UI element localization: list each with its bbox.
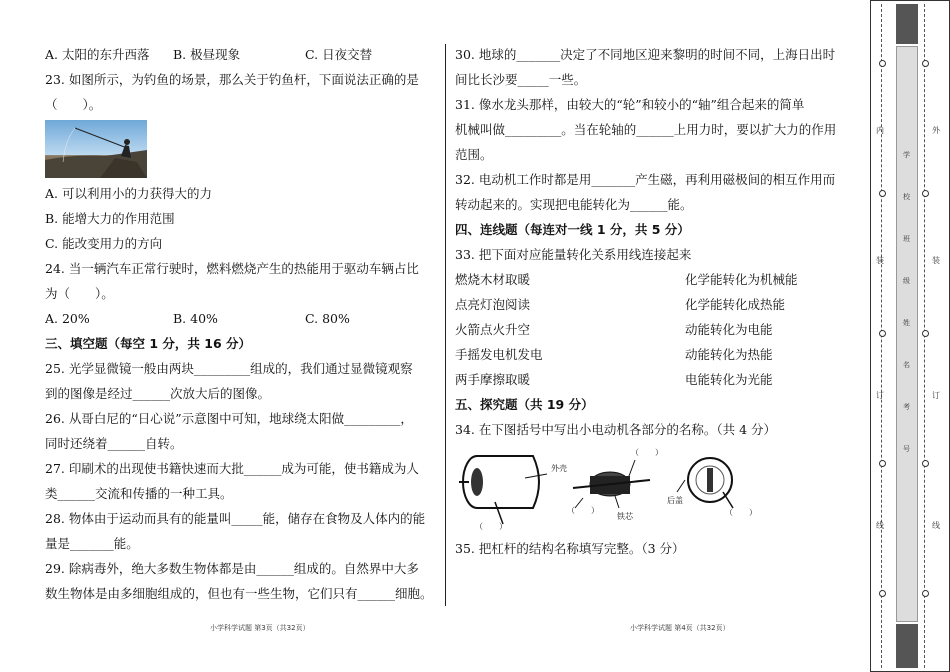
q29-text: 29. 除病毒外，绝大多数生物体都是由______组成的。自然界中大多 [45,561,419,576]
hole-marker [879,460,886,467]
q30-text: 30. 地球的_______决定了不同地区迎来黎明的时间不同，上海日出时 [455,47,836,62]
right-column [455,42,845,561]
top-bar [896,4,918,44]
q31-text: 31. 像水龙头那样，由较大的“轮”和较小的“轴”组合起来的简单 [455,97,805,112]
option-b: B. 极昼现象 [173,47,241,62]
inner-mark: 线 [876,521,884,530]
strip-char: 级 [903,277,910,285]
q32-text: 32. 电动机工作时都是用_______产生磁，再利用磁极间的相互作用而 [455,172,836,187]
q32-text-2: 转动起来的。实现把电能转化为______能。 [455,197,693,212]
q24-text-2: 为（ ）。 [45,286,114,301]
hole-marker [922,590,929,597]
hole-marker [922,460,929,467]
strip-char: 姓 [903,319,910,327]
option-a: A. 太阳的东升西落 [45,47,150,62]
q26-text-2: 同时还绕着______自转。 [45,436,183,451]
q26-text: 26. 从哥白尼的“日心说”示意图中可知，地球绕太阳做_________， [45,411,413,426]
section-4-title: 四、连线题（每连对一线 1 分，共 5 分） [455,222,690,237]
match-left: 手摇发电机发电 [455,347,543,362]
match-left: 燃烧木材取暖 [455,272,531,287]
strip-char: 学 [903,151,910,159]
match-left: 点亮灯泡阅读 [455,297,531,312]
bottom-bar [896,624,918,668]
hole-marker [922,330,929,337]
q27-text-2: 类______交流和传播的一种工具。 [45,486,233,501]
match-row [455,292,845,317]
match-left: 火箭点火升空 [455,322,531,337]
motor-parts-drawing [455,446,845,534]
q33-text: 33. 把下面对应能量转化关系用线连接起来 [455,247,692,262]
match-right: 化学能转化为机械能 [685,272,798,287]
q25-text-2: 到的图像是经过______次放大后的图像。 [45,386,271,401]
section-3-title: 三、填空题（每空 1 分，共 16 分） [45,336,252,351]
page-footer-left: 小学科学试题 第3页（共32页） [210,624,310,632]
q23-option-a: A. 可以利用小的力获得大的力 [45,186,212,201]
section-5-title: 五、探究题（共 19 分） [455,397,594,412]
strip-char: 名 [903,361,910,369]
q23-text: 23. 如图所示，为钓鱼的场景，那么关于钓鱼杆，下面说法正确的是 [45,72,419,87]
option-b: B. 40% [173,311,218,326]
match-row [455,267,845,292]
inner-mark: 内 [876,126,884,135]
strip-char: 校 [903,193,910,201]
blank-label: （ ） [725,508,757,517]
match-right: 动能转化为电能 [685,322,773,337]
q23-text-2: （ ）。 [45,97,102,112]
strip-char: 考 [903,403,910,411]
student-info-bar [896,46,918,622]
q22-options [45,42,435,67]
match-row [455,367,845,392]
hole-marker [922,60,929,67]
column-divider [445,44,446,606]
left-column [45,42,435,606]
q24-text: 24. 当一辆汽车正常行驶时，燃料燃烧产生的热能用于驱动车辆占比 [45,261,419,276]
option-c: C. 80% [305,311,350,326]
motor-diagram [455,446,845,534]
hole-marker [879,330,886,337]
match-row [455,317,845,342]
q23-option-c: C. 能改变用力的方向 [45,236,163,251]
inner-mark: 装 [876,256,884,265]
q28-text-2: 量是_______能。 [45,536,139,551]
match-right: 动能转化为热能 [685,347,773,362]
binding-strip [870,0,950,672]
q28-text: 28. 物体由于运动而具有的能量叫_____能，储存在食物及人体内的能 [45,511,426,526]
blank-label: （ ） [631,448,663,457]
iron-core-label: 铁芯 [617,512,633,521]
option-c: C. 日夜交替 [305,47,373,62]
option-a: A. 20% [45,311,90,326]
blank-label: （ ） [475,522,507,531]
q31-text-3: 范围。 [455,147,493,162]
outer-mark: 线 [932,521,940,530]
inner-mark: 订 [876,391,884,400]
hole-marker [922,190,929,197]
match-left: 两手摩擦取暖 [455,372,531,387]
blank-label: （ ） [567,506,599,515]
q25-text: 25. 光学显微镜一般由两块_________组成的，我们通过显微镜观察 [45,361,413,376]
q24-options [45,306,435,331]
hole-marker [879,60,886,67]
q23-option-b: B. 能增大力的作用范围 [45,211,175,226]
match-right: 电能转化为光能 [685,372,773,387]
fishing-photo [45,120,147,178]
match-right: 化学能转化成热能 [685,297,786,312]
outer-mark: 订 [932,391,940,400]
back-cover-label: 后盖 [667,496,683,505]
q27-text: 27. 印刷术的出现使书籍快速而大批______成为可能，使书籍成为人 [45,461,419,476]
hole-marker [879,190,886,197]
q29-text-2: 数生物体是由多细胞组成的，但也有一些生物，它们只有______细胞。 [45,586,433,601]
outer-mark: 装 [932,256,940,265]
hole-marker [879,590,886,597]
q30-text-2: 间比长沙要_____一些。 [455,72,587,87]
outer-mark: 外 [932,126,940,135]
strip-char: 号 [903,445,910,453]
housing-label: 外壳 [551,464,567,473]
q34-text: 34. 在下图括号中写出小电动机各部分的名称。（共 4 分） [455,422,777,437]
match-row [455,342,845,367]
q31-text-2: 机械叫做_________。当在轮轴的______上用力时，要以扩大力的作用 [455,122,837,137]
strip-char: 班 [903,235,910,243]
q35-text: 35. 把杠杆的结构名称填写完整。（3 分） [455,541,685,556]
page-footer-right: 小学科学试题 第4页（共32页） [630,624,730,632]
